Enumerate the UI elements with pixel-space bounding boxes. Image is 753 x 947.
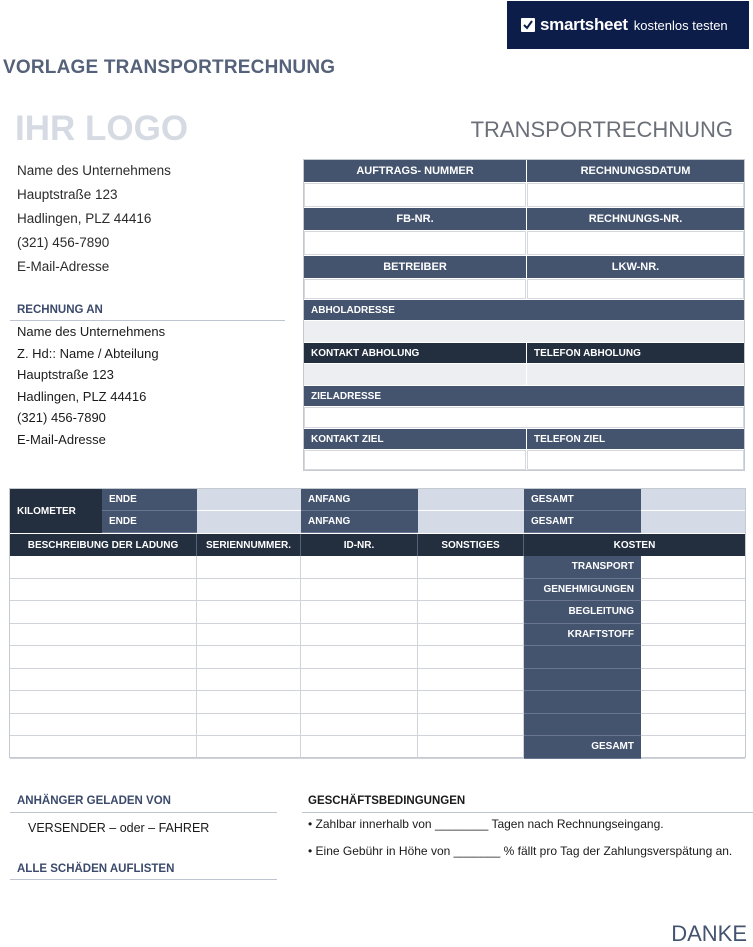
mileage-total-label: GESAMT: [524, 489, 641, 511]
cost-label: [524, 714, 641, 737]
company-city: Hadlingen, PLZ 44416: [17, 211, 152, 226]
id-number-cell[interactable]: [301, 691, 418, 714]
other-cell[interactable]: [418, 646, 524, 669]
cost-value-cell[interactable]: [641, 601, 745, 624]
invoice-heading: TRANSPORTRECHNUNG: [470, 117, 733, 142]
cost-value-cell[interactable]: [641, 579, 745, 602]
other-cell[interactable]: [418, 736, 524, 759]
id-number-cell[interactable]: [301, 736, 418, 759]
company-info: [17, 159, 171, 279]
terms-item-2: • Eine Gebühr in Höhe von _______ % fällt pro Tag der Zahlungsverspätung an.: [308, 844, 733, 858]
fb-number-header: FB-NR.: [304, 208, 526, 230]
destination-phone-field[interactable]: [527, 450, 744, 470]
pickup-address-header: ABHOLADRESSE: [304, 300, 744, 320]
invoice-number-header: RECHNUNGS-NR.: [527, 208, 744, 230]
destination-phone-header: TELEFON ZIEL: [527, 429, 744, 449]
other-cell[interactable]: [418, 579, 524, 602]
divider: [10, 879, 277, 880]
logo-placeholder: IHR LOGO: [15, 109, 189, 148]
mileage-total-label-2: GESAMT: [524, 511, 641, 533]
trailer-loaded-value[interactable]: VERSENDER – oder – FAHRER: [28, 821, 210, 835]
other-cell[interactable]: [418, 601, 524, 624]
bill-to-city[interactable]: Hadlingen, PLZ 44416: [17, 388, 147, 404]
pickup-contact-field[interactable]: [304, 364, 526, 385]
terms-label: GESCHÄFTSBEDINGUNGEN: [308, 795, 466, 807]
bill-to-phone[interactable]: (321) 456-7890: [17, 410, 106, 425]
company-street: Hauptstraße 123: [17, 187, 118, 202]
order-number-header: AUFTRAGS- NUMMER: [304, 160, 526, 182]
serial-number-cell[interactable]: [197, 669, 301, 692]
mileage-start-field-2[interactable]: [418, 511, 524, 533]
cost-value-cell[interactable]: [641, 646, 745, 669]
truck-number-field[interactable]: [527, 279, 744, 299]
serial-number-cell[interactable]: [197, 714, 301, 737]
id-number-header: ID-NR.: [301, 534, 418, 556]
description-cell[interactable]: [10, 646, 197, 669]
invoice-date-field[interactable]: [527, 183, 744, 207]
pickup-contact-header: KONTAKT ABHOLUNG: [304, 343, 526, 363]
cost-value-cell[interactable]: [641, 624, 745, 647]
serial-number-header: SERIENNUMMER.: [197, 534, 301, 556]
cost-value-cell[interactable]: [641, 714, 745, 737]
cost-label: TRANSPORT: [524, 556, 641, 579]
bill-to-company[interactable]: Name des Unternehmens: [17, 324, 166, 339]
destination-address-field[interactable]: [304, 407, 744, 428]
damages-label: ALLE SCHÄDEN AUFLISTEN: [17, 863, 175, 875]
brand-name: smartsheet: [540, 15, 628, 34]
description-cell[interactable]: [10, 714, 197, 737]
id-number-cell[interactable]: [301, 669, 418, 692]
pickup-address-field[interactable]: [304, 321, 744, 342]
costs-header: KOSTEN: [524, 534, 745, 556]
company-email: E-Mail-Adresse: [17, 259, 110, 274]
cost-label: [524, 669, 641, 692]
description-cell[interactable]: [10, 601, 197, 624]
id-number-cell[interactable]: [301, 714, 418, 737]
serial-number-cell[interactable]: [197, 624, 301, 647]
other-cell[interactable]: [418, 624, 524, 647]
bill-to-email[interactable]: E-Mail-Adresse: [17, 431, 106, 447]
id-number-cell[interactable]: [301, 646, 418, 669]
mileage-total-field-1[interactable]: [641, 489, 745, 511]
mileage-end-field-2[interactable]: [197, 511, 301, 533]
trial-link[interactable]: kostenlos testen: [633, 17, 728, 33]
mileage-start-field-1[interactable]: [418, 489, 524, 511]
description-cell[interactable]: [10, 736, 197, 759]
pickup-phone-field[interactable]: [527, 364, 744, 385]
smartsheet-logo-icon: [521, 18, 535, 32]
description-cell[interactable]: [10, 579, 197, 602]
mileage-total-field-2[interactable]: [641, 511, 745, 533]
other-cell[interactable]: [418, 691, 524, 714]
terms-item-1: • Zahlbar innerhalb von ________ Tagen nach Rechnungseingang.: [308, 817, 664, 831]
serial-number-cell[interactable]: [197, 601, 301, 624]
invoice-date-header: RECHNUNGSDATUM: [527, 160, 744, 182]
destination-contact-header: KONTAKT ZIEL: [304, 429, 526, 449]
serial-number-cell[interactable]: [197, 556, 301, 579]
cost-label: [524, 646, 641, 669]
destination-contact-field[interactable]: [304, 450, 526, 470]
other-cell[interactable]: [418, 714, 524, 737]
other-cell[interactable]: [418, 556, 524, 579]
invoice-number-field[interactable]: [527, 231, 744, 255]
id-number-cell[interactable]: [301, 624, 418, 647]
company-phone: (321) 456-7890: [17, 235, 110, 250]
cost-value-cell[interactable]: [641, 669, 745, 692]
serial-number-cell[interactable]: [197, 646, 301, 669]
id-number-cell[interactable]: [301, 556, 418, 579]
cost-value-cell[interactable]: [641, 736, 745, 759]
order-number-field[interactable]: [304, 183, 526, 207]
document-title: VORLAGE TRANSPORTRECHNUNG: [3, 57, 336, 78]
bill-to-label: RECHNUNG AN: [17, 304, 103, 316]
description-cell[interactable]: [10, 691, 197, 714]
cost-value-cell[interactable]: [641, 691, 745, 714]
mileage-start-label: ANFANG: [301, 489, 418, 511]
other-cell[interactable]: [418, 669, 524, 692]
id-number-cell[interactable]: [301, 579, 418, 602]
mileage-start-label-2: ANFANG: [301, 511, 418, 533]
bill-to-street[interactable]: Hauptstraße 123: [17, 367, 114, 382]
description-cell[interactable]: [10, 669, 197, 692]
mileage-end-label: ENDE: [102, 489, 197, 511]
id-number-cell[interactable]: [301, 601, 418, 624]
cost-value-cell[interactable]: [641, 556, 745, 579]
divider: [10, 812, 277, 813]
cost-label: GENEHMIGUNGEN: [524, 579, 641, 602]
company-name: Name des Unternehmens: [17, 163, 171, 178]
mileage-end-field-1[interactable]: [197, 489, 301, 511]
mileage-label: KILOMETER: [10, 489, 102, 533]
cost-label: KRAFTSTOFF: [524, 624, 641, 647]
serial-number-cell[interactable]: [197, 579, 301, 602]
divider: [302, 812, 753, 813]
smartsheet-banner[interactable]: [507, 1, 749, 49]
thanks-text: DANKE: [671, 921, 747, 946]
description-cell[interactable]: [10, 624, 197, 647]
other-header: SONSTIGES: [418, 534, 524, 556]
trailer-loaded-label: ANHÄNGER GELADEN VON: [17, 795, 171, 807]
cost-label: GESAMT: [524, 736, 641, 759]
mileage-end-label-2: ENDE: [102, 511, 197, 533]
cost-label: BEGLEITUNG: [524, 601, 641, 624]
fb-number-field[interactable]: [304, 231, 526, 255]
bill-to-attention[interactable]: Z. Hd:: Name / Abteilung: [17, 345, 159, 361]
description-header: BESCHREIBUNG DER LADUNG: [10, 534, 197, 556]
operator-header: BETREIBER: [304, 256, 526, 278]
pickup-phone-header: TELEFON ABHOLUNG: [527, 343, 744, 363]
bill-to-info: [17, 321, 165, 450]
destination-address-header: ZIELADRESSE: [304, 386, 744, 406]
serial-number-cell[interactable]: [197, 736, 301, 759]
serial-number-cell[interactable]: [197, 691, 301, 714]
operator-field[interactable]: [304, 279, 526, 299]
cost-label: [524, 691, 641, 714]
truck-number-header: LKW-NR.: [527, 256, 744, 278]
description-cell[interactable]: [10, 556, 197, 579]
